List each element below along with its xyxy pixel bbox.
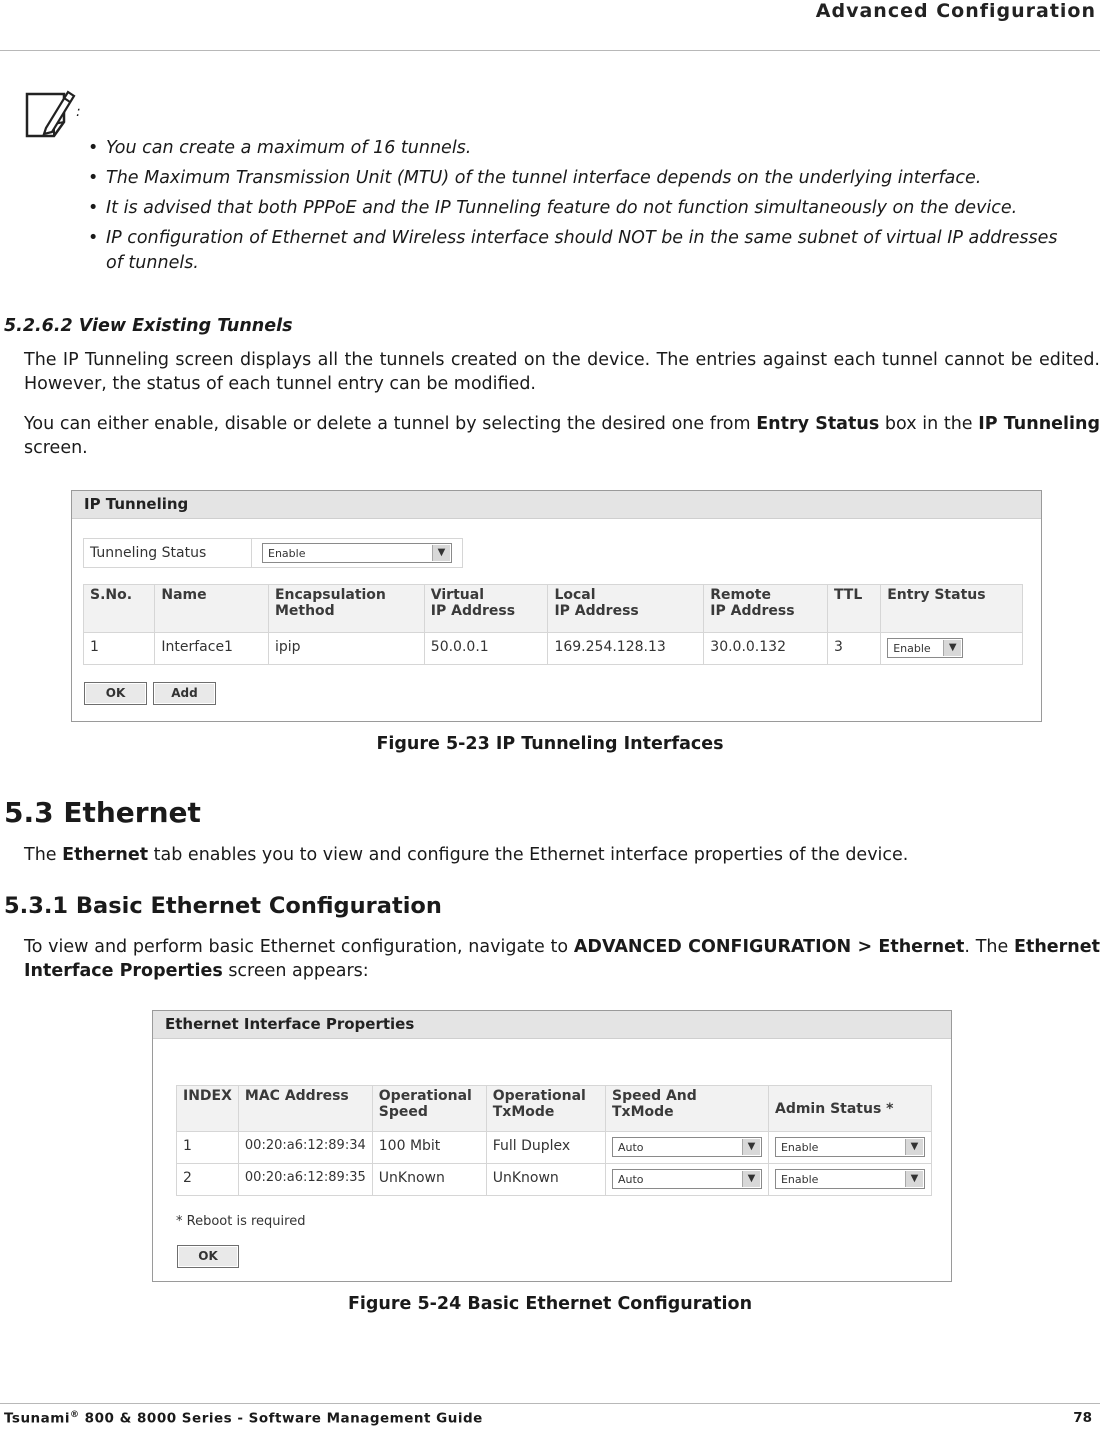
paragraph-ethernet-intro: The Ethernet tab enables you to view and configure the Ethernet interface properties of the device. [24, 845, 909, 865]
note-item: • IP configuration of Ethernet and Wireless interface should NOT be in the same subnet of virtual IP addresses of tunnels. [88, 226, 1078, 276]
ethernet-table [176, 1085, 932, 1196]
ok-button[interactable]: OK [84, 682, 147, 705]
panel-title: Ethernet Interface Properties [153, 1011, 951, 1039]
speed-txmode-select[interactable]: Auto ▼ [612, 1137, 762, 1157]
cell-speed: UnKnown [372, 1164, 486, 1196]
figure-caption: Figure 5-23 IP Tunneling Interfaces [376, 734, 724, 754]
column-header: Name [155, 585, 269, 633]
cell-index: 1 [177, 1132, 239, 1164]
table-header-row [84, 585, 1023, 633]
column-header: MAC Address [238, 1086, 372, 1132]
chevron-down-icon: ▼ [742, 1171, 760, 1187]
note-item: • It is advised that both PPPoE and the IP Tunneling feature do not function simultaneously on the device. [88, 196, 1078, 221]
section-heading-5262: 5.2.6.2 View Existing Tunnels [4, 316, 293, 336]
speed-txmode-select[interactable]: Auto ▼ [612, 1169, 762, 1189]
paragraph-tunnels-intro: The IP Tunneling screen displays all the tunnels created on the device. The entries against each tunnel cannot be edited. However, the status of each tunnel entry can be modified. [24, 350, 1100, 394]
chevron-down-icon: ▼ [943, 640, 961, 656]
figure-caption: Figure 5-24 Basic Ethernet Configuration [347, 1294, 753, 1314]
paragraph-entry-status: You can either enable, disable or delete a tunnel by selecting the desired one from Entry Status box in the IP Tunneling screen. [24, 414, 1100, 458]
chevron-down-icon: ▼ [905, 1139, 923, 1155]
cell-ttl: 3 [827, 633, 880, 665]
page-number: 78 [1073, 1410, 1092, 1426]
column-header: Admin Status * [768, 1086, 931, 1132]
table-row [177, 1164, 932, 1196]
column-header: INDEX [177, 1086, 239, 1132]
entry-status-select[interactable]: Enable ▼ [887, 638, 963, 658]
column-header: Operational Speed [372, 1086, 486, 1132]
column-header: Remote IP Address [704, 585, 828, 633]
cell-mac: 00:20:a6:12:89:34 [238, 1132, 372, 1164]
note-item: • The Maximum Transmission Unit (MTU) of the tunnel interface depends on the underlying interface. [88, 166, 1078, 191]
running-header-title: Advanced Configuration [815, 0, 1096, 22]
cell-mac: 00:20:a6:12:89:35 [238, 1164, 372, 1196]
chevron-down-icon: ▼ [742, 1139, 760, 1155]
tunneling-status-table [83, 538, 463, 568]
add-button[interactable]: Add [153, 682, 216, 705]
column-header: Speed And TxMode [605, 1086, 768, 1132]
cell-local-ip: 169.254.128.13 [548, 633, 704, 665]
column-header: S.No. [84, 585, 155, 633]
cell-sno: 1 [84, 633, 155, 665]
cell-virtual-ip: 50.0.0.1 [424, 633, 548, 665]
tunneling-status-label: Tunneling Status [84, 539, 252, 568]
column-header: TTL [827, 585, 880, 633]
header-divider [0, 50, 1100, 51]
panel-title: IP Tunneling [72, 491, 1041, 519]
section-heading-53: 5.3 Ethernet [4, 796, 201, 829]
table-row [177, 1132, 932, 1164]
ip-tunneling-panel [71, 490, 1042, 722]
note-colon: : [76, 104, 81, 120]
table-row [84, 633, 1023, 665]
column-header: Operational TxMode [486, 1086, 605, 1132]
admin-status-select[interactable]: Enable ▼ [775, 1169, 925, 1189]
cell-txmode: UnKnown [486, 1164, 605, 1196]
section-heading-531: 5.3.1 Basic Ethernet Configuration [4, 893, 442, 919]
cell-txmode: Full Duplex [486, 1132, 605, 1164]
ok-button[interactable]: OK [177, 1245, 239, 1268]
note-item: • You can create a maximum of 16 tunnels. [88, 136, 1078, 161]
tunneling-status-select[interactable]: Enable ▼ [262, 543, 452, 563]
pencil-note-icon [24, 86, 78, 140]
note-list [88, 136, 1078, 281]
tunnels-table [83, 584, 1023, 665]
admin-status-select[interactable]: Enable ▼ [775, 1137, 925, 1157]
chevron-down-icon: ▼ [432, 545, 450, 561]
column-header: Local IP Address [548, 585, 704, 633]
footer-divider [0, 1403, 1100, 1404]
reboot-note: * Reboot is required [176, 1214, 306, 1229]
ethernet-interface-properties-panel [152, 1010, 952, 1282]
cell-method: ipip [268, 633, 424, 665]
table-header-row [177, 1086, 932, 1132]
cell-index: 2 [177, 1164, 239, 1196]
column-header: Virtual IP Address [424, 585, 548, 633]
column-header: Encapsulation Method [268, 585, 424, 633]
cell-speed: 100 Mbit [372, 1132, 486, 1164]
cell-remote-ip: 30.0.0.132 [704, 633, 828, 665]
column-header: Entry Status [881, 585, 1023, 633]
paragraph-basic-ethernet: To view and perform basic Ethernet configuration, navigate to ADVANCED CONFIGURATION > Ethernet. The Ethernet Interface Properties screen appears: [24, 937, 1100, 981]
cell-name: Interface1 [155, 633, 269, 665]
footer-title: Tsunami® 800 & 8000 Series - Software Management Guide [4, 1410, 483, 1427]
chevron-down-icon: ▼ [905, 1171, 923, 1187]
